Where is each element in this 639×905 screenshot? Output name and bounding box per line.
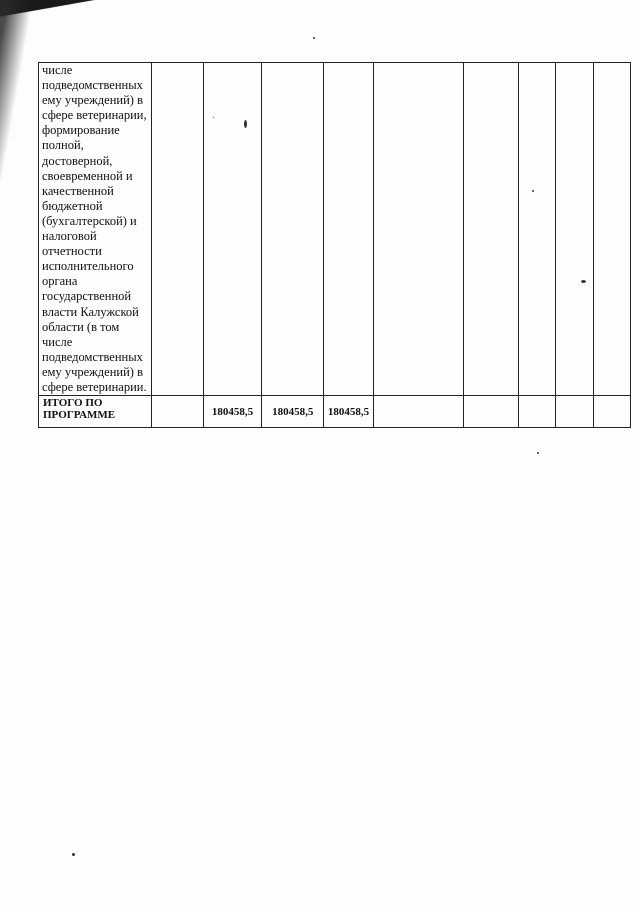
scan-speck (72, 853, 75, 856)
total-label-line: ПРОГРАММЕ (43, 409, 116, 422)
description-line: полной, (42, 138, 84, 153)
description-line: органа (42, 274, 78, 289)
total-label (39, 396, 152, 428)
scan-edge-shadow-left (0, 0, 34, 230)
total-value-cell (151, 396, 203, 428)
description-line: налоговой (42, 229, 97, 244)
table-cell (519, 63, 555, 396)
scan-speck (537, 452, 539, 454)
total-value-cell: 180458,5 (324, 396, 373, 428)
total-value-cell (519, 396, 555, 428)
table-cell (555, 63, 593, 396)
description-line: формирование (42, 123, 120, 138)
description-line: числе (42, 334, 73, 349)
table-cell (262, 63, 324, 396)
description-line: сфере ветеринарии. (42, 379, 147, 394)
description-line: (бухгалтерской) и (42, 213, 137, 228)
description-line: достоверной, (42, 153, 113, 168)
description-line: сфере ветеринарии, (42, 108, 147, 123)
table-cell (373, 63, 463, 396)
program-table (38, 62, 631, 428)
description-line: ему учреждений) в (42, 93, 143, 108)
description-line: своевременной и (42, 168, 133, 183)
total-value-cell (373, 396, 463, 428)
total-value-cell: 180458,5 (203, 396, 261, 428)
total-value-cell (464, 396, 519, 428)
total-row (39, 396, 631, 428)
table-cell (151, 63, 203, 396)
scan-speck (313, 37, 315, 39)
total-value-cell (555, 396, 593, 428)
description-line: области (в том (42, 319, 120, 334)
total-value-cell (593, 396, 630, 428)
description-line: государственной (42, 289, 132, 304)
table-cell (324, 63, 373, 396)
description-line: подведомственных (42, 349, 143, 364)
table-row (39, 63, 631, 396)
table-cell (464, 63, 519, 396)
table-cell (203, 63, 261, 396)
description-line: числе (42, 63, 73, 77)
scan-edge-shadow-top (0, 0, 250, 30)
description-cell (39, 63, 152, 396)
description-text (42, 63, 151, 395)
total-label-line: ИТОГО ПО (43, 397, 103, 410)
description-line: качественной (42, 183, 114, 198)
description-line: ему учреждений) в (42, 364, 143, 379)
description-line: власти Калужской (42, 304, 139, 319)
total-value-cell: 180458,5 (262, 396, 324, 428)
description-line: отчетности (42, 244, 102, 259)
description-line: подведомственных (42, 78, 143, 93)
description-line: бюджетной (42, 198, 103, 213)
description-line: исполнительного (42, 259, 134, 274)
table-cell (593, 63, 630, 396)
